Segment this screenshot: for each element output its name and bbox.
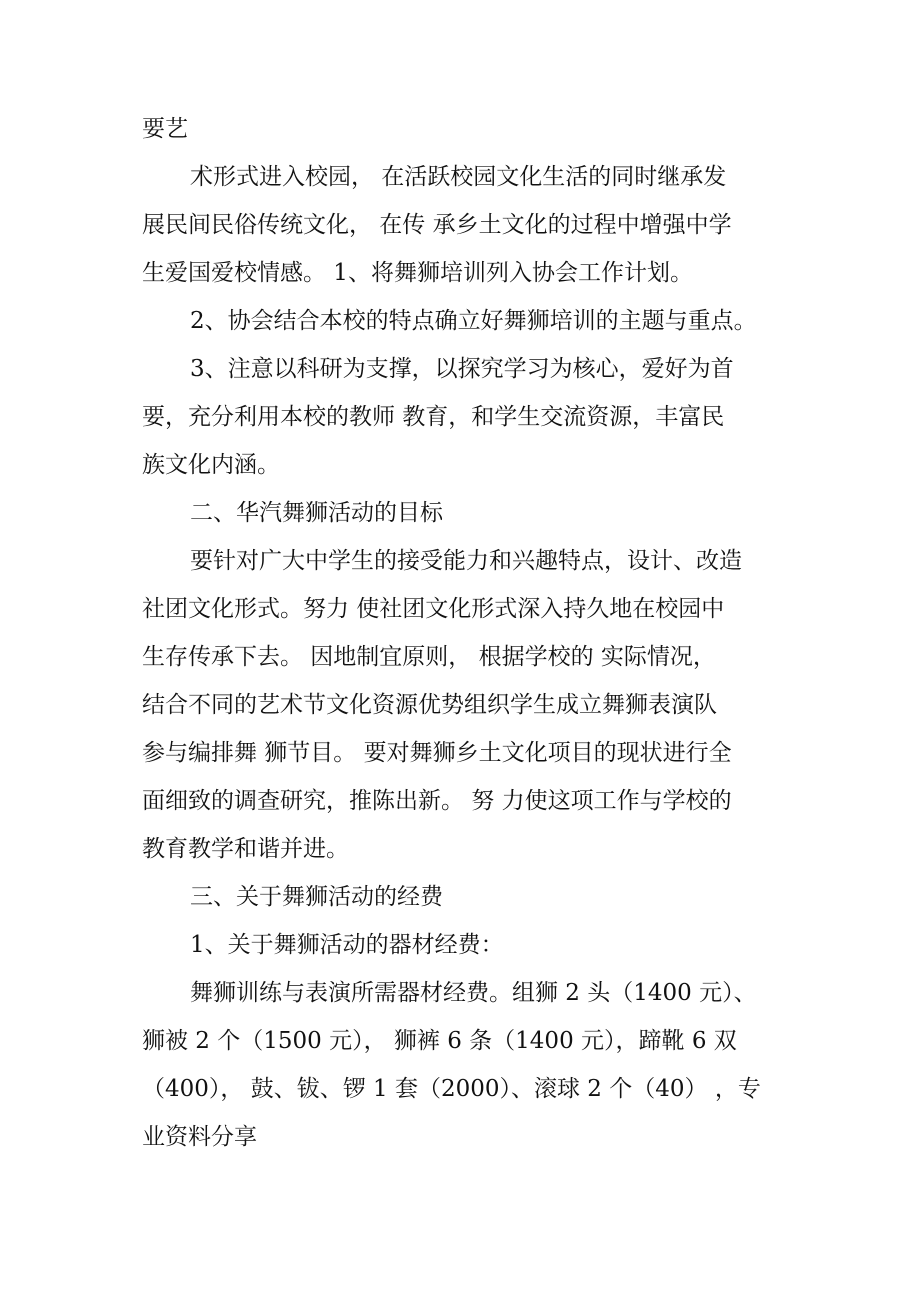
paragraph-first-line: 3、注意以科研为支撑，以探究学习为核心，爱好为首 [190, 356, 734, 382]
text-line: 生爱国爱校情感。 1、将舞狮培训列入协会工作计划。 [142, 260, 693, 286]
subsection-heading: 1、关于舞狮活动的器材经费： [190, 932, 504, 958]
text-line: 业资料分享 [142, 1124, 257, 1150]
paragraph-first-line: 2、协会结合本校的特点确立好舞狮培训的主题与重点。 [190, 308, 757, 334]
section-heading: 二、华汽舞狮活动的目标 [190, 500, 443, 526]
paragraph-first-line: 术形式进入校园， 在活跃校园文化生活的同时继承发 [190, 164, 727, 190]
text-line: 要，充分利用本校的教师 教育，和学生交流资源，丰富民 [142, 404, 725, 430]
text-line: 展民间民俗传统文化， 在传 承乡土文化的过程中增强中学 [142, 212, 732, 238]
text-line: 面细致的调查研究，推陈出新。 努 力使这项工作与学校的 [142, 788, 732, 814]
text-line: 结合不同的艺术节文化资源优势组织学生成立舞狮表演队 [142, 692, 717, 718]
text-line: 教育教学和谐并进。 [142, 836, 349, 862]
text-line: 社团文化形式。努力 使社团文化形式深入持久地在校园中 [142, 596, 725, 622]
text-line: 狮被 2 个（1500 元）， 狮裤 6 条（1400 元），蹄靴 6 双 [142, 1028, 737, 1054]
text-line: 要艺 [142, 116, 188, 142]
text-line: 生存传承下去。 因地制宜原则， 根据学校的 实际情况， [142, 644, 716, 670]
paragraph-first-line: 舞狮训练与表演所需器材经费。组狮 2 头（1400 元）、 [190, 980, 757, 1006]
text-line: 参与编排舞 狮节目。 要对舞狮乡土文化项目的现状进行全 [142, 740, 732, 766]
text-line: 族文化内涵。 [142, 452, 280, 478]
paragraph-first-line: 要针对广大中学生的接受能力和兴趣特点，设计、改造 [190, 548, 742, 574]
text-line: （400）， 鼓、钹、锣 1 套（2000）、滚球 2 个（40） ，专 [142, 1076, 761, 1102]
section-heading: 三、关于舞狮活动的经费 [190, 884, 443, 910]
